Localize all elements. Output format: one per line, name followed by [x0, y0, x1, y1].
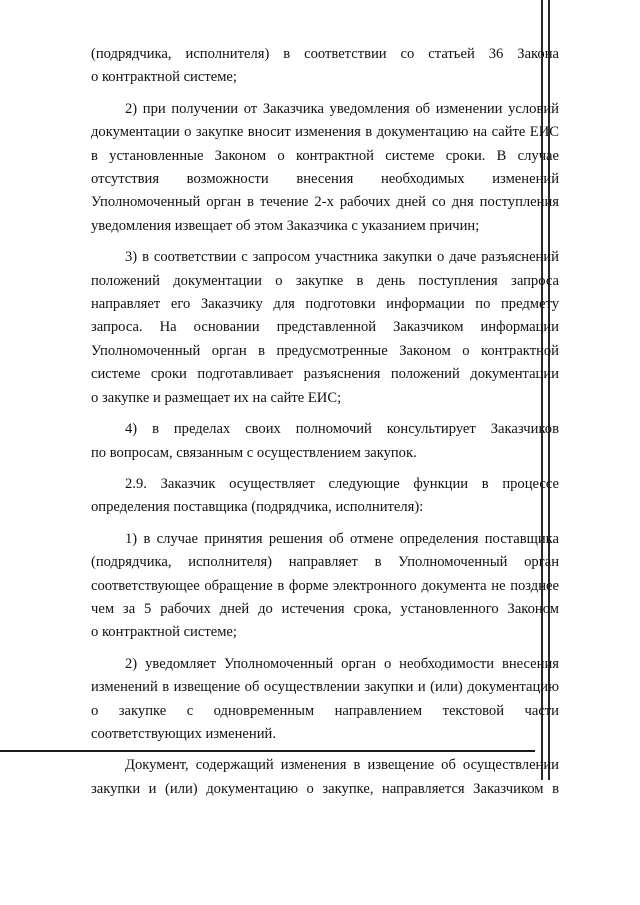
text-line: Документ, содержащий изменения в извещение об осуществлении: [125, 757, 559, 774]
text-line: 2.9. Заказчик осуществляет следующие функции в процессе: [125, 475, 559, 492]
text-line: (подрядчика, исполнителя) направляет в Уполномоченный орган: [91, 554, 559, 571]
text-line: Уполномоченный орган в течение 2-х рабочих дней со дня поступления: [91, 194, 559, 211]
text-line: в установленные Законом о контрактной системе сроки. В случае: [91, 147, 559, 164]
text-line: о контрактной системе;: [91, 69, 237, 86]
text-line: 2) при получении от Заказчика уведомления об изменении условий: [125, 100, 559, 117]
text-line: чем за 5 рабочих дней до истечения срока, установленного Законом: [91, 600, 559, 617]
text-line: уведомления извещает об этом Заказчика с указанием причин;: [91, 217, 480, 234]
text-line: Уполномоченный орган в предусмотренные Законом о контрактной: [91, 342, 559, 359]
text-line: закупки и (или) документацию о закупке, направляется Заказчиком в: [91, 780, 559, 797]
text-line: 3) в соответствии с запросом участника закупки о даче разъяснений: [125, 249, 559, 266]
text-line: системе сроки подготавливает разъяснения положений документации: [91, 366, 559, 383]
text-line: по вопросам, связанным с осуществлением закупок.: [91, 444, 417, 461]
text-line: отсутствия возможности внесения необходимых изменений: [91, 171, 559, 188]
text-line: 2) уведомляет Уполномоченный орган о необходимости внесения: [125, 655, 559, 672]
text-line: документации о закупке вносит изменения в документацию на сайте ЕИС: [91, 124, 559, 141]
text-line: 4) в пределах своих полномочий консультирует Заказчиков: [125, 421, 559, 438]
text-line: (подрядчика, исполнителя) в соответствии со статьей 36 Закона: [91, 46, 559, 62]
text-line: о контрактной системе;: [91, 624, 237, 641]
text-line: соответствующее обращение в форме электронного документа не позднее: [91, 577, 559, 594]
text-line: соответствующих изменений.: [91, 725, 276, 742]
text-line: положений документации о закупке в день поступления запроса: [91, 272, 559, 289]
text-line: запроса. На основании представленной Заказчиком информации: [91, 319, 559, 336]
text-line: направляет его Заказчику для подготовки информации по предмету: [91, 296, 559, 313]
text-line: о закупке и размещает их на сайте ЕИС;: [91, 389, 342, 406]
text-line: изменений в извещение об осуществлении закупки и (или) документацию: [91, 679, 559, 696]
text-line: 1) в случае принятия решения об отмене определения поставщика: [125, 530, 559, 547]
text-line: о закупке с одновременным направлением текстовой части: [91, 702, 559, 719]
document-body: [91, 43, 559, 801]
text-line: определения поставщика (подрядчика, исполнителя):: [91, 499, 424, 516]
